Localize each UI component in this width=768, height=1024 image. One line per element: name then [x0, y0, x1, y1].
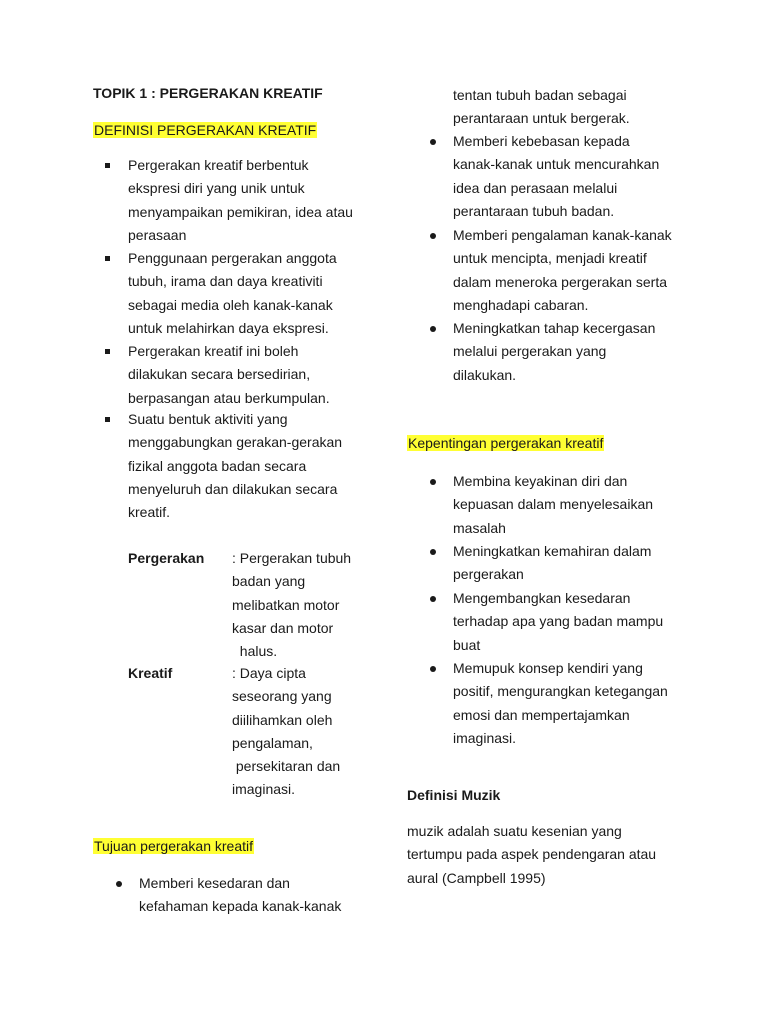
term-kreatif: Kreatif [128, 665, 173, 681]
list-item-line: dalam meneroka pergerakan serta [453, 273, 668, 290]
list-item [407, 657, 707, 750]
list-item-line: Meningkatkan tahap kecergasan [453, 320, 656, 336]
list-item-line: kreatif. [128, 504, 171, 521]
list-item-line: melalui pergerakan yang [453, 343, 607, 360]
list-item-line: untuk mencipta, menjadi kreatif [453, 250, 647, 267]
list-item-line: menyeluruh dan dilakukan secara [128, 480, 338, 497]
list-item-line: Mengembangkan kesedaran [453, 590, 631, 606]
definition-line: halus. [232, 643, 278, 660]
muzik-heading: Definisi Muzik [407, 787, 501, 803]
list-item-line: Memupuk konsep kendiri yang [453, 660, 643, 676]
list-item-line: Meningkatkan kemahiran dalam [453, 543, 652, 559]
list-item-line: pergerakan [453, 566, 524, 583]
list-item-line: terhadap apa yang badan mampu [453, 613, 664, 630]
tujuan-continued [453, 84, 630, 131]
list-item [93, 154, 383, 247]
round-bullet-icon [430, 479, 436, 485]
list-item [407, 130, 707, 223]
list-item-line: Pergerakan kreatif berbentuk [128, 157, 309, 173]
list-item-line: Memberi kesedaran dan [139, 875, 290, 891]
list-item-line: menghadapi cabaran. [453, 296, 589, 313]
list-item-line: masalah [453, 519, 506, 536]
paragraph-line: tertumpu pada aspek pendengaran atau [407, 846, 657, 863]
definition-line: imaginasi. [232, 781, 296, 798]
round-bullet-icon [430, 326, 436, 332]
paragraph-line: aural (Campbell 1995) [407, 869, 546, 886]
definition-line: kasar dan motor [232, 619, 334, 636]
list-item-line: imaginasi. [453, 729, 517, 746]
list-item-line: Suatu bentuk aktiviti yang [128, 411, 288, 427]
list-item [407, 540, 707, 587]
list-item-line: idea dan perasaan melalui [453, 179, 618, 196]
term-pergerakan-definition [232, 547, 351, 663]
tujuan-heading-text: Tujuan pergerakan kreatif [94, 838, 254, 854]
list-item-line: emosi dan mempertajamkan [453, 706, 630, 723]
square-bullet-icon [105, 417, 110, 422]
list-item [93, 247, 383, 340]
list-item-line: ekspresi diri yang unik untuk [128, 180, 305, 197]
list-item [407, 224, 707, 317]
list-item-line: Penggunaan pergerakan anggota [128, 250, 337, 266]
definition-line: badan yang [232, 573, 306, 590]
list-item-line: kepuasan dalam menyelesaikan [453, 496, 654, 513]
definition-line: melibatkan motor [232, 596, 340, 613]
list-item-line: Memberi pengalaman kanak-kanak [453, 227, 672, 243]
definisi-heading-text: DEFINISI PERGERAKAN KREATIF [94, 122, 317, 138]
round-bullet-icon [430, 139, 436, 145]
round-bullet-icon [116, 881, 122, 887]
list-item-line: untuk melahirkan daya ekspresi. [128, 319, 329, 336]
definition-line: persekitaran dan [232, 758, 341, 775]
page-title: TOPIK 1 : PERGERAKAN KREATIF [93, 85, 323, 101]
paragraph-line: muzik adalah suatu kesenian yang [407, 823, 622, 839]
term-pergerakan: Pergerakan [128, 550, 205, 566]
list-item-line: kefahaman kepada kanak-kanak [139, 898, 342, 915]
definition-line: pengalaman, [232, 734, 313, 751]
list-item [407, 317, 707, 387]
list-item-line: dilakukan. [453, 366, 517, 383]
list-item-line: perantaraan tubuh badan. [453, 202, 615, 219]
list-item [93, 872, 383, 919]
square-bullet-icon [105, 349, 110, 354]
round-bullet-icon [430, 666, 436, 672]
list-item [93, 408, 383, 524]
list-item-line: Membina keyakinan diri dan [453, 473, 628, 489]
list-item [407, 470, 707, 540]
square-bullet-icon [105, 256, 110, 261]
round-bullet-icon [430, 233, 436, 239]
square-bullet-icon [105, 163, 110, 168]
list-item-line: buat [453, 636, 481, 653]
kepentingan-heading-text: Kepentingan pergerakan kreatif [408, 435, 604, 451]
definition-line: seseorang yang [232, 688, 332, 705]
round-bullet-icon [430, 549, 436, 555]
list-item-line: perantaraan untuk bergerak. [453, 110, 630, 127]
definition-line: : Daya cipta [232, 665, 306, 681]
list-item-line: menggabungkan gerakan-gerakan [128, 434, 343, 451]
round-bullet-icon [430, 596, 436, 602]
list-item-line: sebagai media oleh kanak-kanak [128, 296, 333, 313]
list-item-line: tentan tubuh badan sebagai [453, 87, 627, 103]
list-item-line: fizikal anggota badan secara [128, 457, 307, 474]
definition-line: : Pergerakan tubuh [232, 550, 352, 566]
list-item-line: kanak-kanak untuk mencurahkan [453, 156, 660, 173]
list-item-line: berpasangan atau berkumpulan. [128, 389, 330, 406]
tujuan-heading [93, 835, 254, 858]
definition-line: diilihamkan oleh [232, 711, 333, 728]
list-item-line: tubuh, irama dan daya kreativiti [128, 273, 323, 290]
list-item-line: dilakukan secara bersedirian, [128, 366, 311, 383]
term-kreatif-definition [232, 662, 340, 802]
list-item-line: Memberi kebebasan kepada [453, 133, 630, 149]
definisi-heading [93, 119, 317, 142]
list-item [93, 340, 383, 410]
muzik-definition [407, 820, 656, 890]
list-item-line: perasaan [128, 226, 187, 243]
list-item [407, 587, 707, 657]
list-item-line: Pergerakan kreatif ini boleh [128, 343, 299, 359]
kepentingan-heading [407, 432, 604, 455]
list-item-line: positif, mengurangkan ketegangan [453, 683, 668, 700]
list-item-line: menyampaikan pemikiran, idea atau [128, 203, 353, 220]
